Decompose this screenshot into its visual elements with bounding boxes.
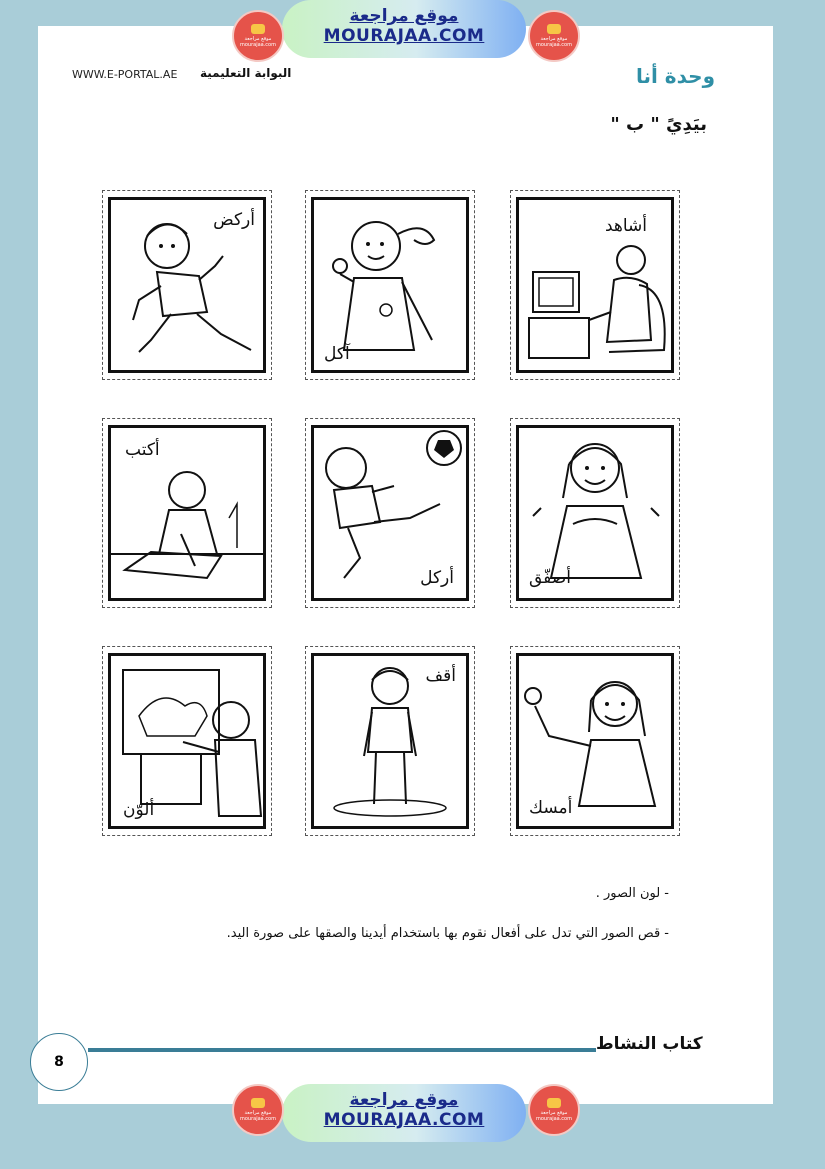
picture-card-running[interactable] bbox=[102, 190, 272, 380]
picture-card-clapping[interactable] bbox=[510, 418, 680, 608]
picture-frame bbox=[516, 653, 674, 829]
picture-card-eating[interactable] bbox=[305, 190, 475, 380]
badge-caption: موقع مراجعة mourajaa.com bbox=[535, 1110, 572, 1122]
footer-book-title: كتاب النشاط bbox=[596, 1034, 703, 1054]
picture-card-standing[interactable] bbox=[305, 646, 475, 836]
footer-divider bbox=[88, 1048, 596, 1052]
child-watching-tv-icon bbox=[519, 200, 673, 372]
picture-card-holding[interactable] bbox=[510, 646, 680, 836]
portal-name: البوابة التعليمية bbox=[200, 66, 292, 80]
picture-frame bbox=[516, 425, 674, 601]
picture-frame bbox=[311, 425, 469, 601]
banner-title: موقع مراجعة bbox=[349, 6, 459, 26]
site-banner-bottom[interactable] bbox=[282, 1084, 526, 1142]
card-word: آكل bbox=[324, 344, 350, 364]
site-logo-badge bbox=[232, 10, 284, 62]
card-word: أمسك bbox=[529, 798, 573, 818]
picture-frame bbox=[516, 197, 674, 373]
badge-caption: موقع مراجعة mourajaa.com bbox=[239, 36, 276, 48]
website-url: WWW.E-PORTAL.AE bbox=[72, 68, 178, 81]
picture-card-kicking[interactable] bbox=[305, 418, 475, 608]
badge-caption: موقع مراجعة mourajaa.com bbox=[535, 36, 572, 48]
picture-frame bbox=[108, 425, 266, 601]
banner-url: MOURAJAA.COM bbox=[323, 1110, 485, 1130]
site-logo-badge bbox=[528, 10, 580, 62]
card-word: أقف bbox=[425, 666, 456, 686]
instruction-cut-paste: - قص الصور التي تدل على أفعال نقوم بها باستخدام أيدينا والصقها على صورة اليد. bbox=[226, 926, 669, 941]
card-word: أصفّق bbox=[529, 568, 571, 588]
banner-url: MOURAJAA.COM bbox=[323, 26, 485, 46]
picture-frame bbox=[108, 653, 266, 829]
site-logo-badge bbox=[232, 1084, 284, 1136]
site-logo-badge bbox=[528, 1084, 580, 1136]
banner-title: موقع مراجعة bbox=[349, 1090, 459, 1110]
lesson-subtitle: بيَدِيً " ب " bbox=[610, 114, 707, 135]
card-word: أكتب bbox=[125, 440, 160, 460]
card-word: أركل bbox=[420, 568, 454, 588]
picture-frame bbox=[311, 653, 469, 829]
picture-frame bbox=[311, 197, 469, 373]
instruction-color: - لون الصور . bbox=[595, 886, 669, 901]
picture-card-watching[interactable] bbox=[510, 190, 680, 380]
unit-title: وحدة أنا bbox=[635, 64, 715, 88]
page-number: 8 bbox=[30, 1033, 88, 1091]
site-banner-top[interactable] bbox=[282, 0, 526, 58]
card-word: أركض bbox=[213, 210, 255, 230]
picture-card-writing[interactable] bbox=[102, 418, 272, 608]
picture-card-coloring[interactable] bbox=[102, 646, 272, 836]
card-word: ألوّن bbox=[123, 800, 155, 820]
picture-frame bbox=[108, 197, 266, 373]
card-word: أشاهد bbox=[604, 216, 647, 236]
badge-caption: موقع مراجعة mourajaa.com bbox=[239, 1110, 276, 1122]
